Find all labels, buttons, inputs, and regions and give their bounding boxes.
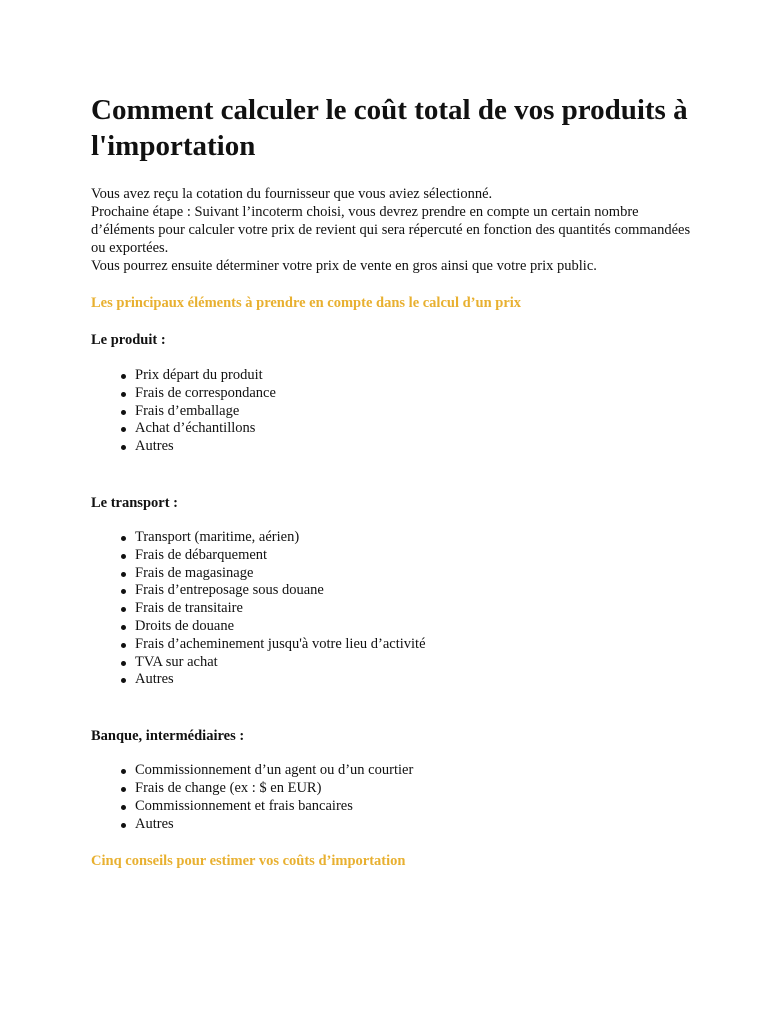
document-page [91, 92, 691, 870]
list-item: Commissionnement et frais bancaires [119, 798, 691, 816]
list-item: Frais de magasinage [119, 565, 691, 583]
page-title: Comment calculer le coût total de vos produits à l'importation [91, 94, 688, 162]
intro-line-1: Vous avez reçu la cotation du fournisseur que vous aviez sélectionné. [91, 186, 493, 202]
intro-line-3: Vous pourrez ensuite déterminer votre prix de vente en gros ainsi que votre prix public. [91, 258, 597, 274]
list-item: Autres [119, 816, 691, 834]
section-label-produit: Le produit : [91, 332, 166, 348]
list-item: Droits de douane [119, 618, 691, 636]
list-item: Prix départ du produit [119, 367, 691, 385]
list-item: Frais d’acheminement jusqu'à votre lieu d’activité [119, 636, 691, 654]
list-produit [91, 367, 691, 456]
list-item: Commissionnement d’un agent ou d’un courtier [119, 762, 691, 780]
section-label-banque: Banque, intermédiaires : [91, 728, 245, 745]
section-label-transport: Le transport : [91, 494, 178, 511]
heading-main-elements: Les principaux éléments à prendre en compte dans le calcul d’un prix [91, 295, 522, 311]
list-transport [91, 529, 691, 689]
list-item: Frais de débarquement [119, 547, 691, 565]
list-item: Frais d’entreposage sous douane [119, 582, 691, 600]
list-item: Frais d’emballage [119, 403, 691, 421]
list-item: Frais de change (ex : $ en EUR) [119, 780, 691, 798]
list-item: Transport (maritime, aérien) [119, 529, 691, 547]
list-banque [91, 762, 691, 833]
list-item: TVA sur achat [119, 654, 691, 672]
list-item: Frais de correspondance [119, 385, 691, 403]
intro-line-2: Prochaine étape : Suivant l’incoterm choisi, vous devrez prendre en compte un certain nombre d’éléments pour calculer votre prix de revient qui sera répercuté en fonction des quantités commandées ou exportées. [91, 204, 691, 256]
intro [91, 185, 691, 275]
list-item: Autres [119, 671, 691, 689]
list-item: Frais de transitaire [119, 600, 691, 618]
list-item: Achat d’échantillons [119, 420, 691, 438]
heading-five-tips: Cinq conseils pour estimer vos coûts d’importation [91, 853, 406, 870]
list-item: Autres [119, 438, 691, 456]
